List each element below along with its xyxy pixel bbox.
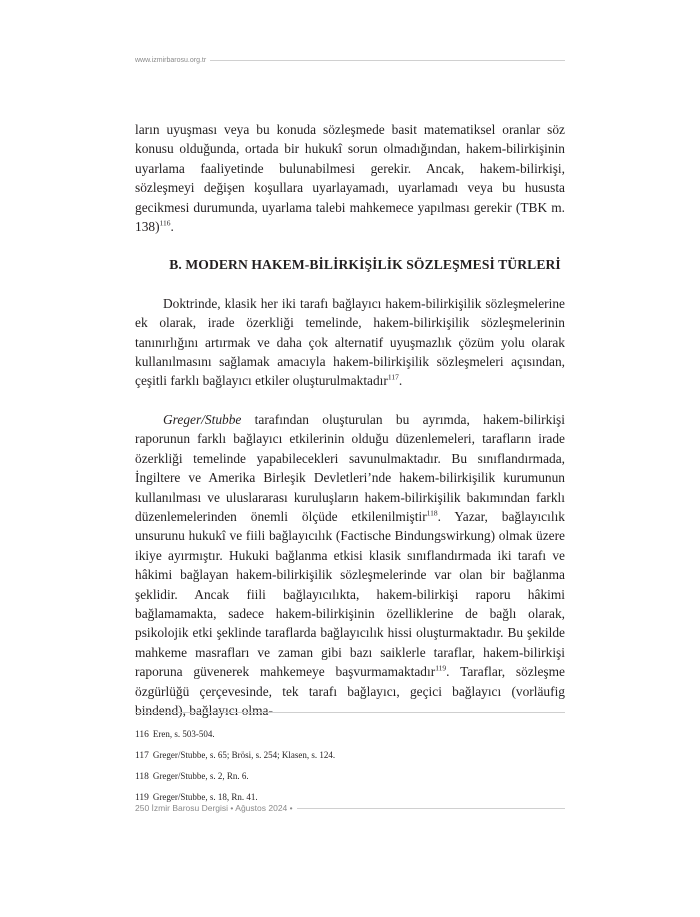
paragraph-2-text: Doktrinde, klasik her iki tarafı bağlayıcı hakem-bilirkişilik sözleşmelerine ek olarak, irade özerkliği temelinde, hakem-bilirkişilik sözleşmelerinin tanınırlığını artırmak ve daha çok alternatif uyuşmazlık çözüm yolu olarak kullanılmasını sağlamak amacıyla hakem-bilirkişilik sözleşmeleri açısından, çeşitli farklı bağlayıcı etkiler oluşturulmaktadır — [135, 295, 565, 389]
footnote-117 — [135, 745, 565, 766]
footnote-number: 116 — [135, 730, 149, 740]
paragraph-1-text: ların uyuşması veya bu konuda sözleşmede basit matematiksel oranlar söz konusu olduğunda, ortada bir hukukî sorun olmadığından, hakem-bilirkişinin uyarlama faaliyetinde bulunabilmesi gerekir. Ancak, hakem-bilirkişi, sözleşmeyi değişen koşullara uyarlayamadı, uyarlamadı veya bu hususta gecikmesi durumunda, uyarlama talebi mahkemece yapılması gerekir (TBK m. 138) — [135, 122, 565, 235]
footnote-ref-116: 116 — [159, 218, 171, 228]
footnotes — [135, 724, 565, 808]
footnote-text: Greger/Stubbe, s. 2, Rn. 6. — [152, 771, 249, 781]
page-header — [135, 54, 565, 66]
footnote-ref-117: 117 — [387, 373, 399, 382]
footnote-116 — [135, 724, 565, 745]
footnote-text: Greger/Stubbe, s. 65; Brösi, s. 254; Klasen, s. 124. — [152, 750, 336, 760]
footnote-number: 118 — [135, 772, 149, 782]
paragraph-3-text-c: . Taraflar, sözleşme özgürlüğü çerçevesinde, tek tarafı bağlayıcı, geçici bağlayıcı (vorläufig bindend), bağlayıcı olma- — [135, 664, 565, 718]
footnote-number: 119 — [135, 793, 149, 803]
paragraph-3 — [135, 410, 565, 721]
footnote-text: Eren, s. 503-504. — [152, 729, 215, 739]
author-name: Greger/Stubbe — [163, 411, 242, 427]
paragraph-3-text-a: tarafından oluşturulan bu ayrımda, hakem-bilirkişi raporunun farklı bağlayıcı etkilerinin olduğu düzenlemeleri, tarafların irade özerkliği temelinde yapabilecekleri savunulmaktadır. Bu sınıflandırmada, İngiltere ve Amerika Birleşik Devletleri’nde hakem-bilirkişilik kurumunun kullanılması ve uluslararası kuruluşların hakem-bilirkişilik bakımından farklı düzenlemelerinden önemli ölçüde etkilenilmiştir — [135, 411, 565, 524]
paragraph-2 — [135, 294, 565, 391]
footnote-number: 117 — [135, 751, 149, 761]
paragraph-1-end: . — [170, 219, 174, 235]
header-url: www.izmirbarosu.org.tr — [135, 56, 207, 64]
footnote-ref-119: 119 — [435, 663, 447, 673]
paragraph-2-end: . — [398, 373, 403, 389]
paragraph-1 — [135, 120, 565, 236]
footer-divider — [297, 808, 565, 809]
footnote-divider — [135, 712, 565, 713]
footnote-ref-118: 118 — [426, 508, 438, 518]
page-footer — [135, 801, 565, 815]
footnote-text: Greger/Stubbe, s. 18, Rn. 41. — [152, 792, 258, 802]
article-body — [135, 120, 565, 720]
header-divider — [210, 60, 565, 61]
footer-text: 250 İzmir Barosu Dergisi • Ağustos 2024 • — [135, 803, 293, 813]
section-heading: B. MODERN HAKEM-BİLİRKİŞİLİK SÖZLEŞMESİ TÜRLERİ — [169, 257, 561, 273]
paragraph-3-text-b: . Yazar, bağlayıcılık unsurunu hukukî ve fiili bağlayıcılık (Factische Bindungswirkung) olmak üzere ikiye ayırmıştır. Hukuki bağlanma etkisi klasik sınıflandırmada iki tarafı ve hâkimi bağlayan hakem-bilirkişilik sözleşmelerinde var olan bir bağlanma şeklidir. Ancak fiili bağlayıcılıkta, hakem-bilirkişi raporu hâkimi bağlamamakta, sadece hakem-bilirkişinin özelliklerine de bağlı olarak, psikolojik etki şeklinde taraflarda bağlayıcılık hissi oluşturmaktadır. Bu şekilde mahkeme masrafları ve zaman gibi bazı saiklerle taraflar, hakem-bilirkişi raporuna güvenerek mahkemeye başvurmamaktadır — [135, 508, 565, 680]
footnote-118 — [135, 766, 565, 787]
